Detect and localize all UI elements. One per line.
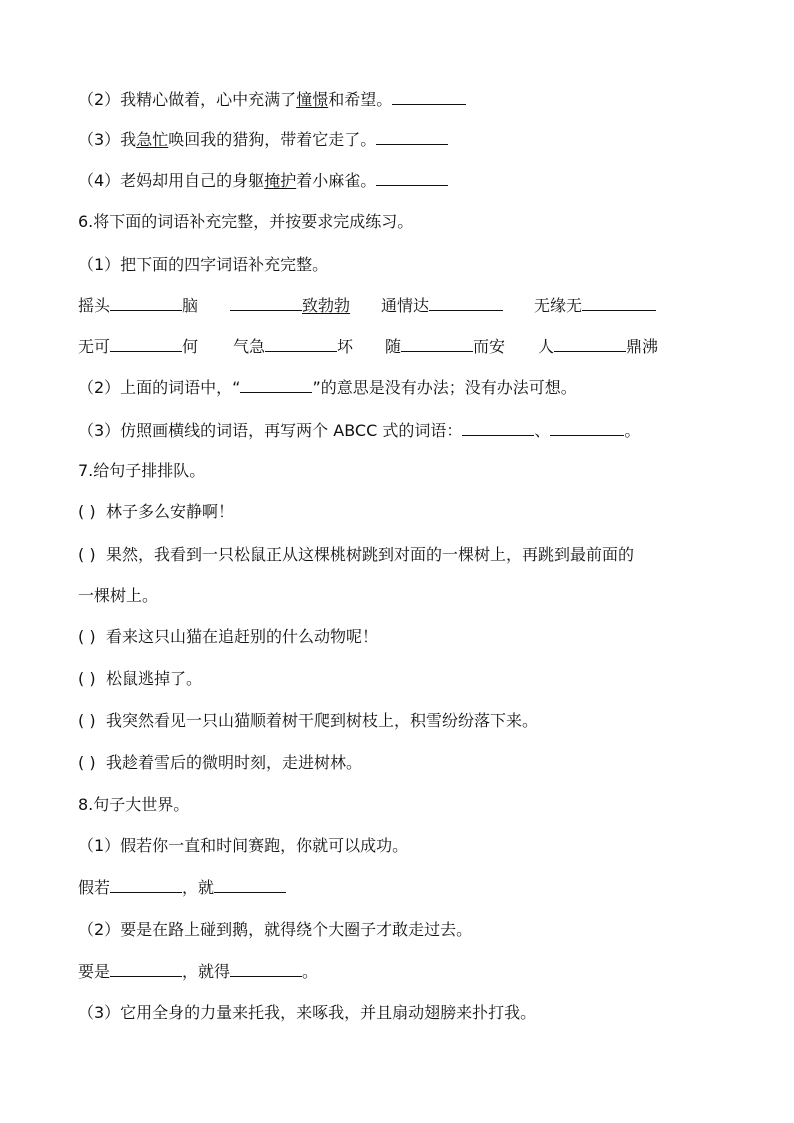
text: 和希望。 bbox=[328, 90, 393, 109]
text: 何 bbox=[182, 337, 199, 356]
text: 。 bbox=[302, 962, 319, 981]
sentence-item bbox=[78, 502, 738, 522]
text: 我突然看见一只山猫顺着树干爬到树枝上，积雪纷纷落下来。 bbox=[106, 711, 539, 730]
order-bracket[interactable]: ( ) bbox=[78, 627, 96, 646]
answer-blank[interactable] bbox=[240, 378, 312, 393]
answer-blank[interactable] bbox=[230, 296, 302, 311]
sentence-item bbox=[78, 545, 738, 565]
word-item bbox=[381, 296, 503, 316]
order-bracket[interactable]: ( ) bbox=[78, 545, 96, 564]
text: （3）我 bbox=[78, 130, 137, 149]
text: 通情达 bbox=[381, 296, 430, 315]
q6-part-2 bbox=[78, 378, 738, 398]
text: 果然，我看到一只松鼠正从这棵桃树跳到对面的一棵树上，再跳到最前面的 bbox=[106, 545, 635, 564]
answer-blank[interactable] bbox=[550, 421, 624, 436]
text: 。 bbox=[624, 421, 641, 440]
underlined-word: 急忙 bbox=[136, 130, 169, 149]
sentence-continuation: 一棵树上。 bbox=[78, 586, 159, 605]
answer-blank[interactable] bbox=[230, 962, 302, 977]
text: 气急 bbox=[233, 337, 266, 356]
q6-part-3 bbox=[78, 421, 738, 441]
word-item bbox=[78, 296, 198, 316]
q8-part-1: （1）假若你一直和时间赛跑，你就可以成功。 bbox=[78, 836, 409, 855]
text: 、 bbox=[534, 421, 551, 440]
sentence-item bbox=[78, 627, 738, 647]
q8-part-3: （3）它用全身的力量来托我，来啄我，并且扇动翅膀来扑打我。 bbox=[78, 1003, 537, 1022]
answer-blank[interactable] bbox=[462, 421, 534, 436]
text: 松鼠逃掉了。 bbox=[106, 669, 203, 688]
order-bracket[interactable]: ( ) bbox=[78, 753, 96, 772]
q7-title: 7.给句子排排队。 bbox=[78, 461, 206, 480]
text: 我趁着雪后的微明时刻，走进树林。 bbox=[106, 753, 363, 772]
q8-part-2: （2）要是在路上碰到鹅，就得绕个大圈子才敢走过去。 bbox=[78, 920, 473, 939]
text: （2）我精心做着，心中充满了 bbox=[78, 90, 297, 109]
text: ”的意思是没有办法；没有办法可想。 bbox=[312, 378, 577, 397]
answer-blank[interactable] bbox=[110, 878, 182, 893]
q5-item-2 bbox=[78, 90, 738, 110]
text: 着小麻雀。 bbox=[296, 171, 377, 190]
text: ，就 bbox=[182, 878, 215, 897]
sentence-item bbox=[78, 753, 738, 773]
word-item bbox=[230, 296, 350, 316]
text: 林子多么安静啊！ bbox=[106, 502, 235, 521]
answer-blank[interactable] bbox=[429, 296, 503, 311]
text: 随 bbox=[385, 337, 402, 356]
q6-part-1: （1）把下面的四字词语补充完整。 bbox=[78, 255, 329, 274]
word-item bbox=[538, 337, 658, 357]
text: （3）仿照画横线的词语，再写两个 ABCC 式的词语： bbox=[78, 421, 463, 440]
text: 摇头 bbox=[78, 296, 111, 315]
text: 脑 bbox=[182, 296, 199, 315]
sentence-item bbox=[78, 711, 738, 731]
text: 坏 bbox=[337, 337, 354, 356]
text: 人 bbox=[538, 337, 555, 356]
text: 要是 bbox=[78, 962, 111, 981]
text: 而安 bbox=[473, 337, 506, 356]
q5-item-3 bbox=[78, 130, 738, 150]
word-item bbox=[385, 337, 505, 357]
answer-blank[interactable] bbox=[110, 296, 182, 311]
sentence-item bbox=[78, 669, 738, 689]
text: 假若 bbox=[78, 878, 111, 897]
q5-item-4 bbox=[78, 171, 738, 191]
text: 看来这只山猫在追赶别的什么动物呢！ bbox=[106, 627, 379, 646]
answer-blank[interactable] bbox=[554, 337, 626, 352]
underlined-word: 致勃勃 bbox=[302, 296, 351, 315]
underlined-word: 掩护 bbox=[264, 171, 297, 190]
q8-part-2-answer bbox=[78, 962, 738, 982]
answer-blank[interactable] bbox=[582, 296, 656, 311]
order-bracket[interactable]: ( ) bbox=[78, 502, 96, 521]
answer-blank[interactable] bbox=[265, 337, 337, 352]
q8-part-1-answer bbox=[78, 878, 738, 898]
q8-title: 8.句子大世界。 bbox=[78, 795, 190, 814]
answer-blank[interactable] bbox=[110, 962, 182, 977]
answer-blank[interactable] bbox=[376, 171, 448, 186]
text: （2）上面的词语中，“ bbox=[78, 378, 241, 397]
word-item bbox=[78, 337, 198, 357]
answer-blank[interactable] bbox=[392, 90, 466, 105]
order-bracket[interactable]: ( ) bbox=[78, 711, 96, 730]
text: （4）老妈却用自己的身躯 bbox=[78, 171, 265, 190]
text: 唤回我的猎狗，带着它走了。 bbox=[168, 130, 377, 149]
answer-blank[interactable] bbox=[376, 130, 448, 145]
q6-title: 6.将下面的词语补充完整，并按要求完成练习。 bbox=[78, 212, 414, 231]
text: ，就得 bbox=[182, 962, 231, 981]
word-item bbox=[534, 296, 656, 316]
text: 无缘无 bbox=[534, 296, 583, 315]
answer-blank[interactable] bbox=[401, 337, 473, 352]
order-bracket[interactable]: ( ) bbox=[78, 669, 96, 688]
answer-blank[interactable] bbox=[110, 337, 182, 352]
answer-blank[interactable] bbox=[214, 878, 286, 893]
text: 鼎沸 bbox=[626, 337, 659, 356]
text: 无可 bbox=[78, 337, 111, 356]
word-item bbox=[233, 337, 353, 357]
underlined-word: 憧憬 bbox=[296, 90, 329, 109]
